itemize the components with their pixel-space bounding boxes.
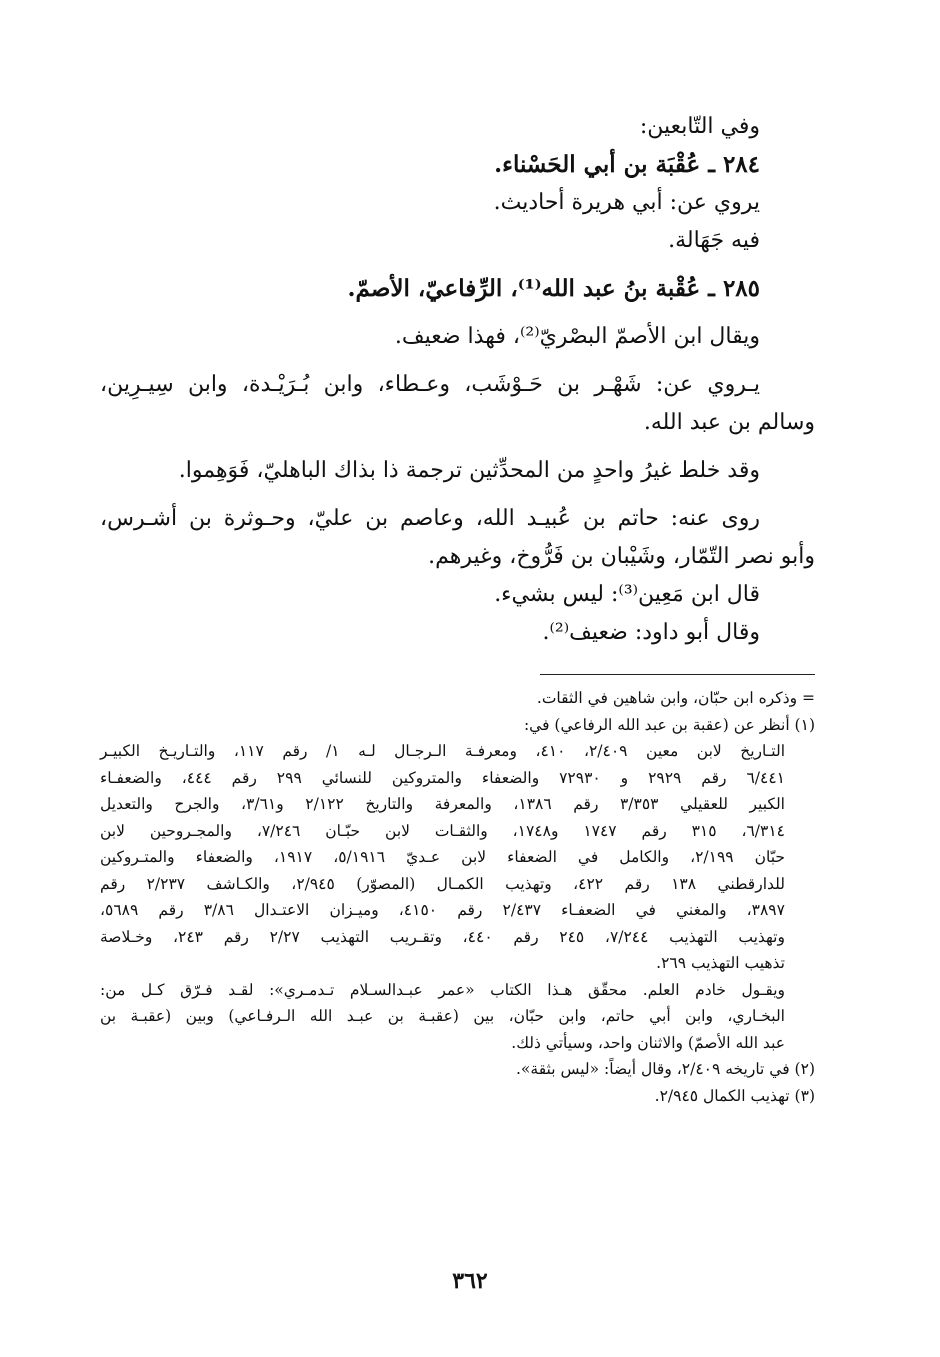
entry-text: يروي عن: أبي هريرة أحاديث. [493,190,760,215]
footnote-line: ٦/٣١٤، ٣١٥ رقم ١٧٤٧ و١٧٤٨، والثقـات لابن حبّـان ٧/٢٤٦، والمجـروحين لابن [100,821,785,840]
footnote-2: (٢) في تاريخه ٢/٤٠٩، وقال أيضاً: «ليس بثقة». [515,1060,815,1078]
page-body [100,108,815,1109]
footnote-line: ٦/٤٤١ رقم ٢٩٢٩ و ٧٢٩٣٠ والضعفاء والمتروكين للنسائي ٢٩٩ رقم ٤٤٤، والضعفـاء [100,768,785,787]
entry-text: وسالم بن عبد الله. [643,410,815,435]
footnote-line: عبد الله الأصمّ) والاثنان واحد، وسيأتي ذلك. [511,1033,785,1052]
footnote-1: (١) أنظر عن (عقبة بن عبد الله الرفاعي) في: [523,715,815,734]
entry-text: وقد خلط غيرُ واحدٍ من المحدِّثين ترجمة ذا بذاك الباهليّ، فَوَهِموا. [178,458,760,483]
entry-text: وأبو نصر التّمّار، وشَيْبان بن فَرُّوخ، وغيرهم. [428,544,815,569]
entry-text: يـروي عن: شَهْـر بن حَـوْشَب، وعـطاء، وابن بُـرَيْـدة، وابن سِيـرِين، [100,372,760,397]
entry-text: روى عنه: حاتم بن عُبيـد الله، وعاصم بن عليّ، وحـوثرة بن أشـرس، [100,506,760,531]
entry-text: وقال أبو داود: ضعيف⁽²⁾. [542,620,760,645]
footnote-line: ويقـول خادم العلم. محقّق هـذا الكتاب «عمر عبـدالسـلام تـدمـري»: لقـد فـرّق كـل من: [100,980,785,999]
entry-text: قال ابن مَعِين⁽³⁾: ليس بشيء. [494,582,760,607]
entry-text: فيه جَهَالة. [668,228,760,253]
footnote-line: وتهذيب التهذيب ٧/٢٤٤، ٢٤٥ رقم ٤٤٠، وتقـريب التهذيب ٢/٢٧ رقم ٢٤٣، وخـلاصة [100,927,785,946]
footnote-line: الكبير للعقيلي ٣/٣٥٣ رقم ١٣٨٦، والمعرفة والتاريخ ٢/١٢٢ و٣/٦١، والجرح والتعديل [100,795,785,813]
footnote-3: (٣) تهذيب الكمال ٢/٩٤٥. [654,1086,815,1105]
entry-heading-284: ٢٨٤ ـ عُقْبَة بن أبي الحَسْناء. [494,151,760,178]
entry-heading-285: ٢٨٥ ـ عُقْبة بنُ عبد الله⁽¹⁾، الرِّفاعيّ، الأصمّ. [347,275,760,302]
footnote-line: للدارقطني ١٣٨ رقم ٤٢٢، وتهذيب الكمـال (المصوّر) ٢/٩٤٥، والكـاشف ٢/٢٣٧ رقم [100,874,785,893]
entry-text: ويقال ابن الأصمّ البصْريّ⁽²⁾، فهذا ضعيف. [394,324,760,349]
footnote-separator [540,674,815,675]
footnote-line: ٣٨٩٧، والمغني في الضعفـاء ٢/٤٣٧ رقم ٤١٥٠، وميـزان الاعتـدال ٣/٨٦ رقم ٥٦٨٩، [100,901,785,919]
footnote-line: حبّان ٢/١٩٩، والكامل في الضعفاء لابن عـديّ ٥/١٩١٦، ١٩١٧، والضعفاء والمتـروكين [100,848,785,866]
section-heading: وفي التّابعين: [639,114,760,139]
footnote-line: تذهيب التهذيب ٢٦٩. [656,954,785,972]
page-number: ٣٦٢ [452,1268,488,1294]
footnote-line: البخـاري، وابن أبي حاتم، وابن حبّان، بين (عقبـة بن عبـد الله الـرفـاعي) وبين (عقبـة بن [100,1007,785,1025]
footnote-line: = وذكره ابن حبّان، وابن شاهين في الثقات. [536,689,815,707]
footnote-line: التـاريخ لابن معين ٢/٤٠٩، ٤١٠، ومعرفـة الـرجـال لـه ١/ رقم ١١٧، والتـاريـخ الكبيـر [100,742,785,760]
